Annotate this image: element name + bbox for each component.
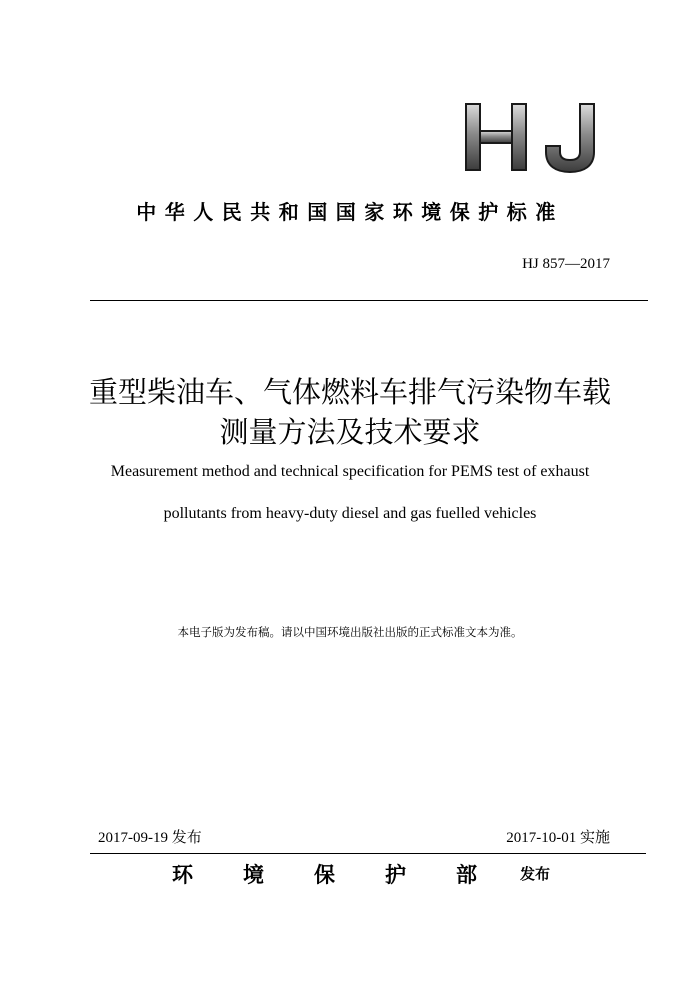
- standard-code: HJ 857—2017: [522, 256, 610, 272]
- electronic-version-notice: 本电子版为发布稿。请以中国环境出版社出版的正式标准文本为准。: [177, 625, 523, 639]
- standard-title: 中华人民共和国国家环境保护标准: [136, 200, 564, 224]
- issue-date: 2017-09-19 发布: [98, 830, 202, 846]
- issuer-name: 环境保护部: [172, 863, 527, 887]
- title-zh-line1: 重型柴油车、气体燃料车排气污染物车载: [88, 375, 611, 409]
- title-en-line1: Measurement method and technical specification for PEMS test of exhaust: [110, 463, 590, 480]
- title-en-line2: pollutants from heavy-duty diesel and gas fuelled vehicles: [163, 505, 537, 522]
- top-divider: [90, 300, 648, 301]
- title-zh-line2: 测量方法及技术要求: [219, 415, 481, 449]
- issuer-suffix: 发布: [520, 865, 551, 883]
- hj-logo: [462, 100, 602, 176]
- effective-date: 2017-10-01 实施: [506, 830, 610, 846]
- bottom-divider: [90, 853, 646, 854]
